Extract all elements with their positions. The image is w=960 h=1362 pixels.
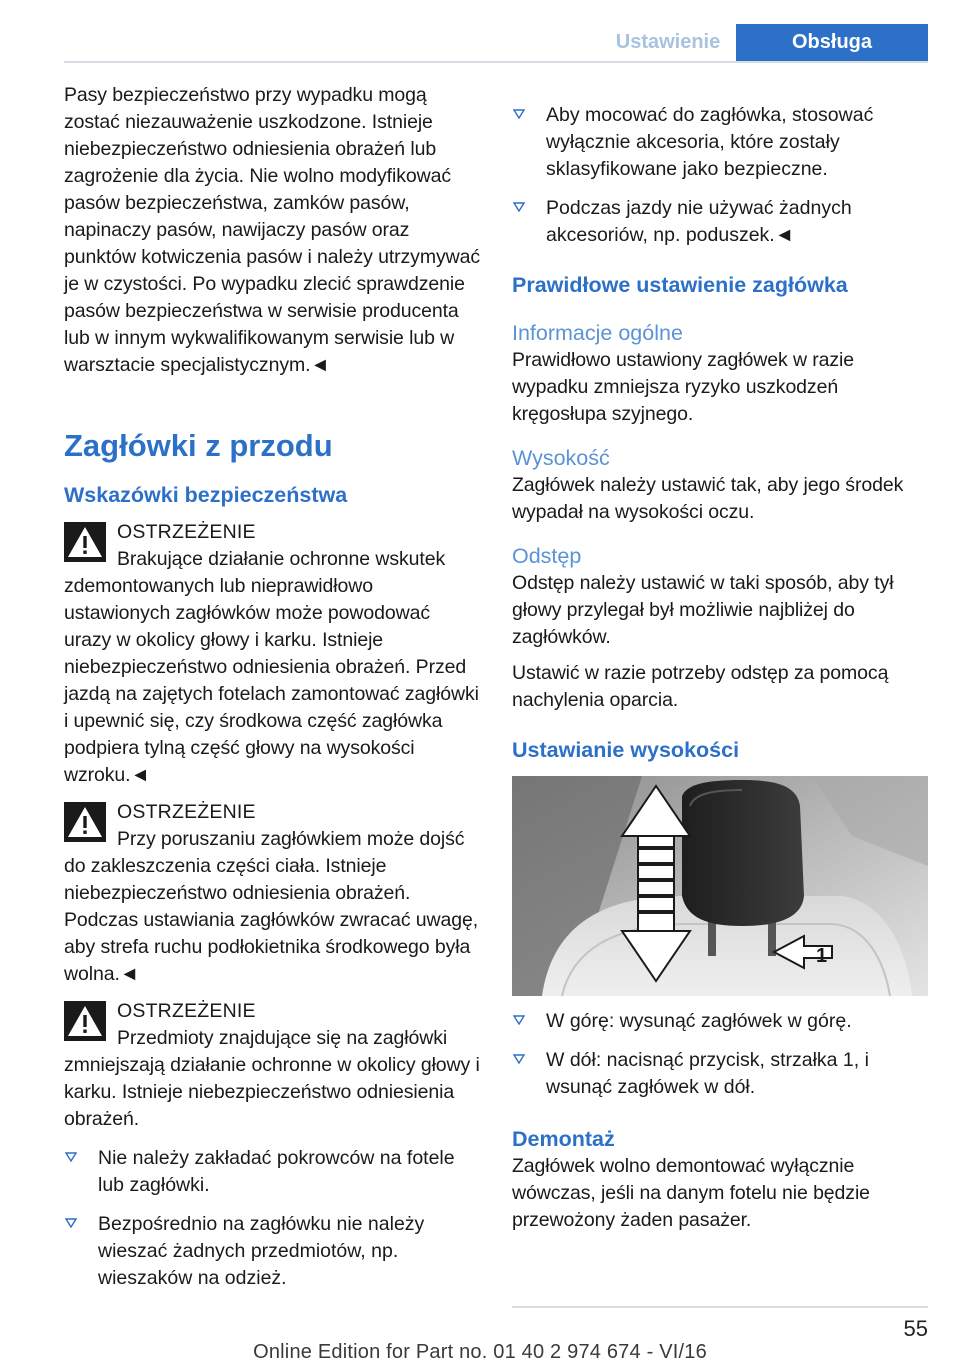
list-item bbox=[64, 1145, 482, 1199]
section-title-front-headrests: Zagłówki z przodu bbox=[64, 428, 333, 463]
warning-title: OSTRZEŻENIE bbox=[117, 801, 256, 823]
heading-removal: Demontaż bbox=[512, 1127, 615, 1151]
warning-block-2 bbox=[64, 799, 482, 988]
distance-paragraph: Odstęp należy ustawić w taki sposób, aby tył głowy przylegał był możliwie najbliżej do zagłówków. bbox=[512, 572, 894, 648]
distance-paragraph-2: Ustawić w razie potrzeby odstęp za pomocą nachylenia oparcia. bbox=[512, 662, 889, 711]
page-number: 55 bbox=[903, 1316, 928, 1341]
heading-height: Wysokość bbox=[512, 446, 610, 470]
height-paragraph: Zagłówek należy ustawić tak, aby jego środek wypadał na wysokości oczu. bbox=[512, 474, 904, 523]
warning-block-1 bbox=[64, 519, 482, 789]
list-item-text: W dół: nacisnąć przycisk, strzałka 1, i wsunąć zagłówek w dół. bbox=[546, 1049, 869, 1098]
triangle-bullet-icon bbox=[513, 202, 525, 212]
triangle-bullet-icon bbox=[513, 109, 525, 119]
heading-height-adjust: Ustawianie wysokości bbox=[512, 738, 740, 762]
info-paragraph: Prawidłowo ustawiony zagłówek w razie wypadku zmniejsza ryzyko uszkodzeń kręgosłupa szyjnego. bbox=[512, 349, 855, 425]
warning-block-3 bbox=[64, 998, 482, 1133]
triangle-bullet-icon bbox=[513, 1015, 525, 1025]
triangle-bullet-icon bbox=[513, 1054, 525, 1064]
heading-distance: Odstęp bbox=[512, 544, 582, 568]
intro-paragraph: Pasy bezpieczeństwo przy wypadku mogą zostać niezauważenie uszkodzone. Istnieje niebezpieczeństwo odniesienia obrażeń lub zagrożenie dla życia. Nie wolno modyfikować pasów bezpieczeństwa, zamków pasów, napinaczy pasów, nawijaczy pasów oraz punktów kotwiczenia pasów i należy utrzymywać je w czystości. Po wypadku zlecić sprawdzenie pasów bezpieczeństwa w serwisie producenta lub w innym wykwalifikowanym serwisie lub w warsztacie specjalistycznym.◄ bbox=[64, 84, 481, 376]
arrow-label-1: 1 bbox=[816, 945, 828, 967]
triangle-bullet-icon bbox=[65, 1152, 77, 1162]
list-item bbox=[512, 1008, 930, 1035]
warning-text: Przedmioty znajdujące się na zagłówki zmniejszają działanie ochronne w okolicy głowy i karku. Istnieje niebezpieczeństwo odniesienia obrażeń. bbox=[64, 1027, 480, 1130]
warning-title: OSTRZEŻENIE bbox=[117, 1000, 256, 1022]
warning-triangle-icon bbox=[64, 1001, 106, 1041]
header-tab-section: Ustawienie bbox=[615, 31, 721, 53]
warning-triangle-icon bbox=[64, 802, 106, 842]
heading-general-info: Informacje ogólne bbox=[512, 321, 683, 345]
triangle-bullet-icon bbox=[65, 1218, 77, 1228]
warning-text: Przy poruszaniu zagłówkiem może dojść do zakleszczenia części ciała. Istnieje niebezpieczeństwo odniesienia obrażeń. Podczas ustawiania zagłówków zwracać uwagę, aby strefa ruchu podłokietnika środkowego była wolna.◄ bbox=[64, 828, 479, 985]
list-item-text: Bezpośrednio na zagłówku nie należy wieszać żadnych przedmiotów, np. wieszaków na odzież. bbox=[98, 1213, 425, 1289]
list-item bbox=[512, 1047, 930, 1101]
footer-edition: Online Edition for Part no. 01 40 2 974 674 - VI/16 bbox=[253, 1341, 707, 1362]
list-item bbox=[512, 102, 930, 183]
footer-rule bbox=[512, 1306, 928, 1308]
header-tab-chapter: Obsługa bbox=[736, 24, 928, 61]
heading-correct-position: Prawidłowe ustawienie zagłówka bbox=[512, 273, 848, 297]
headrest-photo bbox=[512, 776, 928, 996]
list-item-text: Nie należy zakładać pokrowców na fotele lub zagłówki. bbox=[98, 1147, 455, 1196]
left-column bbox=[64, 82, 482, 1292]
warning-triangle-icon bbox=[64, 522, 106, 562]
list-item-text: Podczas jazdy nie używać żadnych akcesoriów, np. poduszek.◄ bbox=[546, 197, 852, 246]
removal-paragraph: Zagłówek wolno demontować wyłącznie wówczas, jeśli na danym fotelu nie będzie przewożony żaden pasażer. bbox=[512, 1155, 870, 1231]
header-rule bbox=[64, 61, 928, 63]
warning-text: Brakujące działanie ochronne wskutek zdemontowanych lub nieprawidłowo ustawionych zagłówków może powodować urazy w okolicy głowy i karku. Istnieje niebezpieczeństwo odniesienia obrażeń. Przed jazdą na zajętych fotelach zamontować zagłówki i upewnić się, czy środkowa część zagłówka podpiera tylną część głowy na wysokości wzroku.◄ bbox=[64, 548, 479, 786]
list-item bbox=[512, 195, 930, 249]
headrest-illustration bbox=[512, 776, 928, 996]
heading-safety-notes: Wskazówki bezpieczeństwa bbox=[64, 483, 348, 507]
right-column bbox=[512, 82, 930, 1234]
list-item-text: Aby mocować do zagłówka, stosować wyłącznie akcesoria, które zostały sklasyfikowane jako bezpieczne. bbox=[546, 104, 874, 180]
list-item bbox=[64, 1211, 482, 1292]
warning-title: OSTRZEŻENIE bbox=[117, 521, 256, 543]
list-item-text: W górę: wysunąć zagłówek w górę. bbox=[546, 1010, 852, 1032]
